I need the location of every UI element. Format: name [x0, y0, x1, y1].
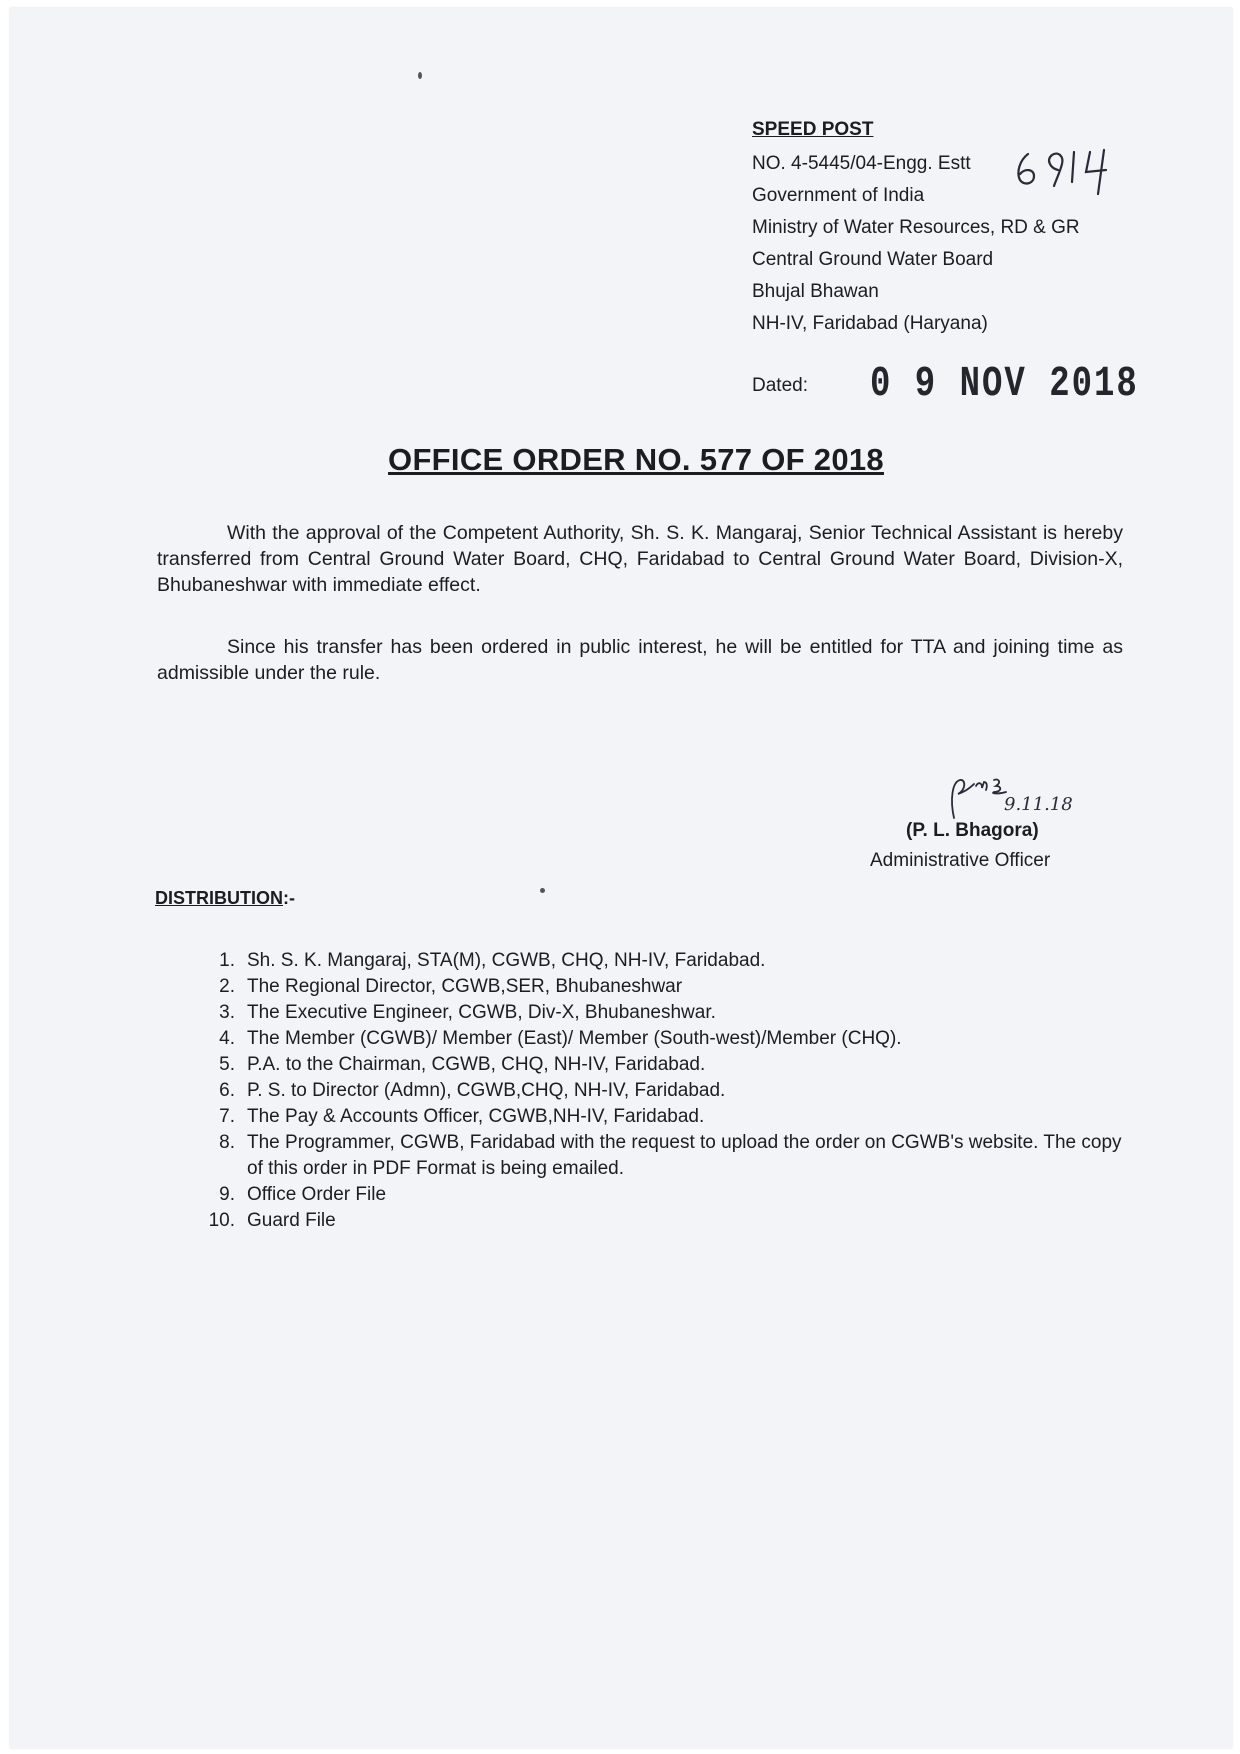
- distribution-item: 1. Sh. S. K. Mangaraj, STA(M), CGWB, CHQ, NH-IV, Faridabad.: [219, 950, 766, 971]
- distribution-item: 3. The Executive Engineer, CGWB, Div-X, Bhubaneshwar.: [219, 1002, 716, 1023]
- scan-speck: [540, 888, 545, 893]
- government-line: Government of India: [752, 185, 925, 206]
- dated-label: Dated:: [752, 375, 808, 396]
- speed-post-label: SPEED POST: [752, 119, 874, 140]
- scan-speck: [418, 72, 422, 79]
- address-line: NH-IV, Faridabad (Haryana): [752, 313, 988, 334]
- body-paragraph-2: Since his transfer has been ordered in public interest, he will be entitled for TTA and joining time as admissible under the rule.: [157, 636, 1123, 684]
- signature-mark: [940, 770, 1090, 825]
- distribution-list: [180, 948, 1140, 1234]
- body-paragraph-1: With the approval of the Competent Authority, Sh. S. K. Mangaraj, Senior Technical Assistant is hereby transferred from Central Ground Water Board, CHQ, Faridabad to Central Ground Water Board, Division-X, Bhubaneshwar with immediate effect.: [157, 522, 1123, 596]
- distribution-item: 2. The Regional Director, CGWB,SER, Bhubaneshwar: [219, 976, 683, 997]
- distribution-item: 8. The Programmer, CGWB, Faridabad with the request to upload the order on CGWB's website. The copy of this order in PDF Format is being emailed.: [219, 1132, 1122, 1179]
- ministry-line: Ministry of Water Resources, RD & GR: [752, 217, 1080, 238]
- document-page: [10, 8, 1232, 1748]
- handwritten-reference-number: [1010, 138, 1120, 198]
- board-line: Central Ground Water Board: [752, 249, 994, 270]
- distribution-item: 7. The Pay & Accounts Officer, CGWB,NH-IV, Faridabad.: [219, 1106, 705, 1127]
- distribution-item: 10. Guard File: [208, 1210, 336, 1231]
- date-stamp: 0 9 NOV 2018: [870, 361, 1139, 409]
- distribution-item: 5. P.A. to the Chairman, CGWB, CHQ, NH-IV, Faridabad.: [219, 1054, 706, 1075]
- distribution-item: 6. P. S. to Director (Admn), CGWB,CHQ, NH-IV, Faridabad.: [219, 1080, 726, 1101]
- signatory-designation: Administrative Officer: [870, 850, 1051, 871]
- reference-number: NO. 4-5445/04-Engg. Estt: [752, 153, 971, 174]
- svg-text:9.11.18: 9.11.18: [1004, 794, 1073, 815]
- distribution-heading: DISTRIBUTION:-: [155, 888, 295, 908]
- distribution-item: 9. Office Order File: [219, 1184, 387, 1205]
- distribution-item: 4. The Member (CGWB)/ Member (East)/ Member (South-west)/Member (CHQ).: [219, 1028, 902, 1049]
- signatory-name: (P. L. Bhagora): [906, 820, 1039, 841]
- office-order-title: OFFICE ORDER NO. 577 OF 2018: [388, 442, 884, 477]
- building-line: Bhujal Bhawan: [752, 281, 879, 302]
